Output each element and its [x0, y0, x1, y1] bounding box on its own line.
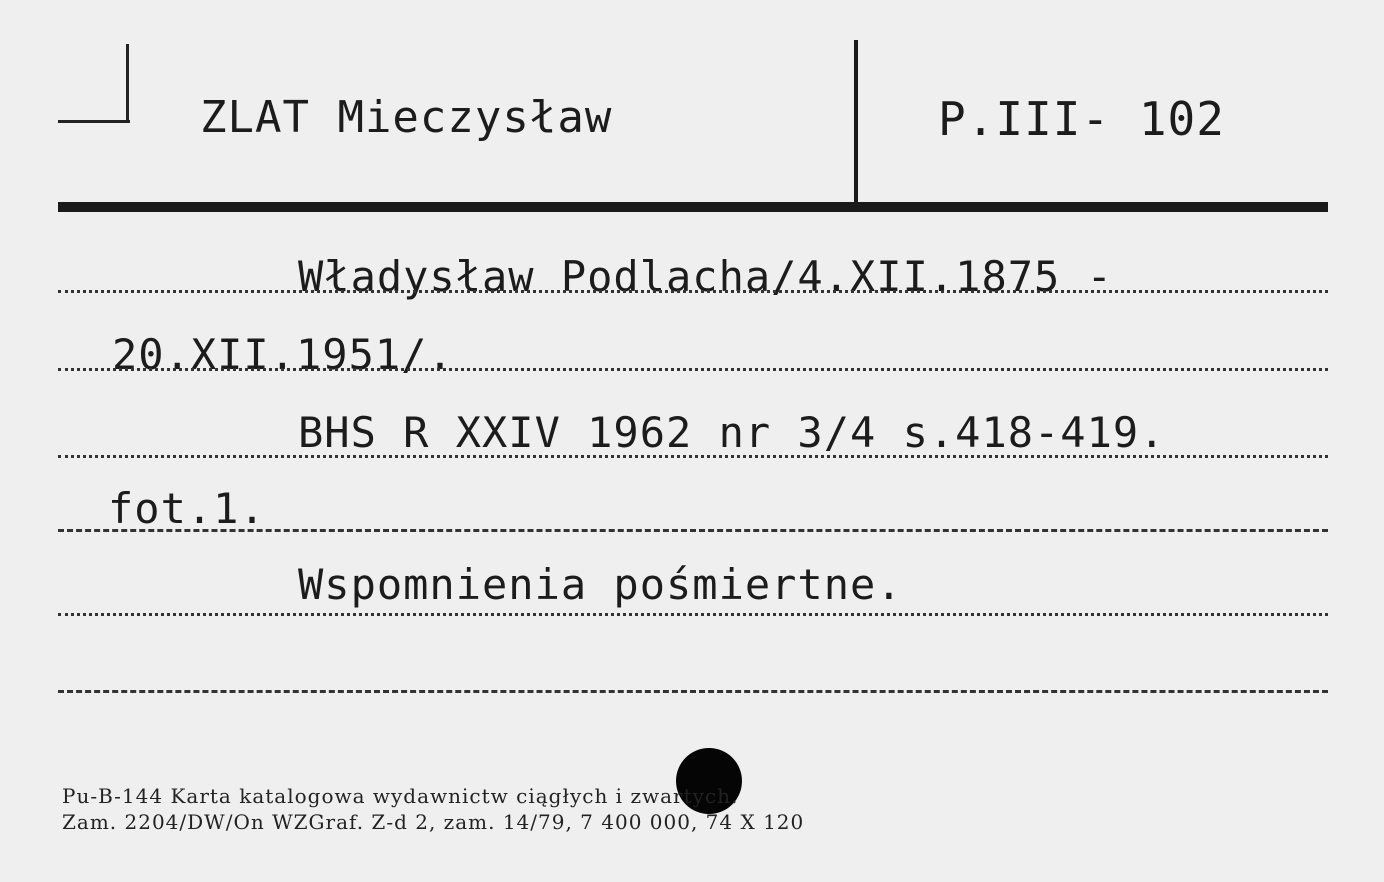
- entry-line-4: fot.1.: [108, 484, 266, 533]
- footer-line-1: Pu-B-144 Karta katalogowa wydawnictw ciągłych i zwartych.: [62, 784, 739, 808]
- entry-line-2: 20.XII.1951/.: [112, 330, 454, 379]
- entry-line-3: BHS R XXIV 1962 nr 3/4 s.418-419.: [298, 408, 1166, 457]
- card-heading-name: ZLAT Mieczysław: [200, 92, 613, 143]
- ruled-line: [58, 613, 1328, 616]
- ruled-line: [58, 290, 1328, 293]
- header-divider: [854, 40, 858, 205]
- ruled-line: [58, 690, 1328, 693]
- entry-line-1: Władysław Podlacha/4.XII.1875 -: [298, 252, 1113, 301]
- footer-line-2: Zam. 2204/DW/On WZGraf. Z-d 2, zam. 14/79, 7 400 000, 74 X 120: [62, 810, 805, 834]
- ruled-line: [58, 368, 1328, 371]
- card-signature: P.III- 102: [938, 92, 1225, 146]
- corner-mark-base: [58, 120, 130, 123]
- ruled-line: [58, 529, 1328, 532]
- entry-line-5: Wspomnienia pośmiertne.: [298, 560, 903, 609]
- header-rule: [58, 202, 1328, 212]
- corner-mark: [126, 44, 129, 122]
- ruled-line: [58, 455, 1328, 458]
